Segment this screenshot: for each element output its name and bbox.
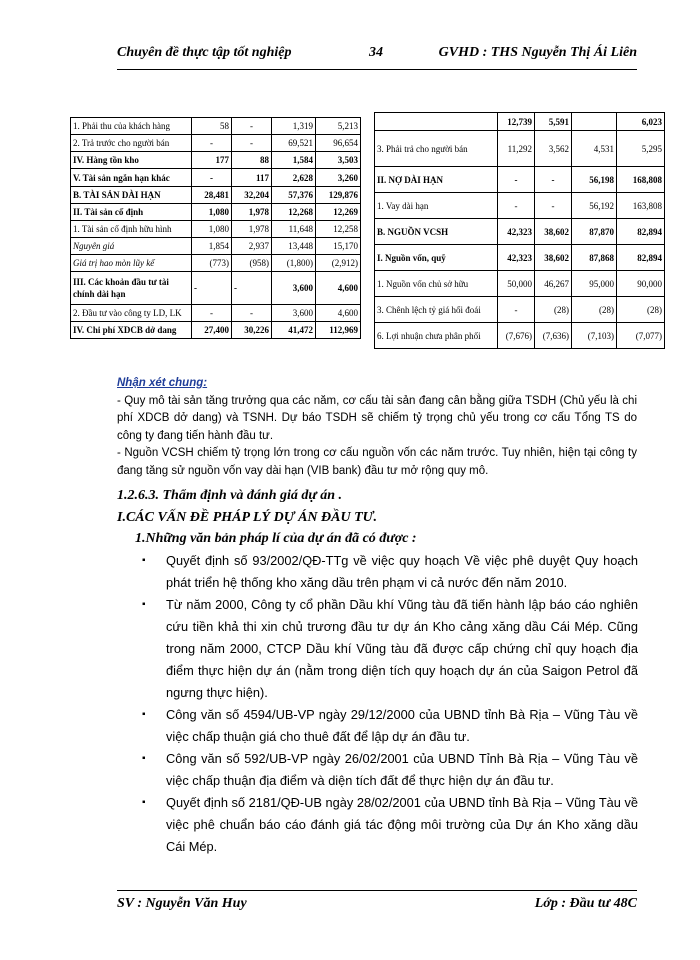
row-value: 5,295	[617, 131, 665, 167]
row-label: Nguyên giá	[71, 238, 192, 255]
row-label: 2. Đầu tư vào công ty LD, LK	[71, 305, 192, 322]
table-row	[375, 113, 665, 131]
row-value: -	[192, 169, 232, 187]
row-value: (7,636)	[535, 323, 572, 349]
row-value: -	[232, 118, 272, 135]
balance-sheet-liabilities-table	[374, 112, 665, 349]
row-label: IV. Hàng tồn kho	[71, 152, 192, 169]
table-row	[71, 169, 361, 187]
header-title: Chuyên đề thực tập tốt nghiệp	[117, 45, 292, 60]
row-value: 1,584	[272, 152, 316, 169]
row-value: (1,800)	[272, 255, 316, 272]
row-value: -	[498, 193, 535, 219]
remarks-title: Nhận xét chung:	[117, 377, 208, 389]
row-value: 87,870	[572, 219, 617, 245]
row-value: 15,170	[316, 238, 361, 255]
row-value: 58	[192, 118, 232, 135]
row-value: 129,876	[316, 187, 361, 204]
row-value: 13,448	[272, 238, 316, 255]
row-label: B. NGUỒN VCSH	[375, 219, 498, 245]
table-row	[375, 193, 665, 219]
page-header	[117, 45, 637, 67]
legal-documents-list	[140, 550, 638, 858]
row-value: (28)	[535, 297, 572, 323]
table-row	[375, 167, 665, 193]
footer-student: SV : Nguyễn Văn Huy	[117, 896, 247, 911]
row-label: 1. Vay dài hạn	[375, 193, 498, 219]
balance-sheet-assets-table	[70, 117, 361, 339]
row-label: 2. Trả trước cho người bán	[71, 135, 192, 152]
row-value: 88	[232, 152, 272, 169]
row-value: 5,213	[316, 118, 361, 135]
row-value: (2,912)	[316, 255, 361, 272]
row-value: 1,978	[232, 204, 272, 221]
list-item	[140, 704, 638, 748]
sub-heading: 1.Những văn bản pháp lí của dự án đã có được :	[135, 531, 417, 546]
row-value: -	[232, 272, 272, 305]
row-value: (7,676)	[498, 323, 535, 349]
row-value: 163,808	[617, 193, 665, 219]
row-value: -	[535, 193, 572, 219]
row-label: 6. Lợi nhuận chưa phân phối	[375, 323, 498, 349]
row-value: 112,969	[316, 322, 361, 339]
general-remarks	[117, 375, 637, 480]
row-value: 3,503	[316, 152, 361, 169]
row-value: 1,978	[232, 221, 272, 238]
row-value: 11,292	[498, 131, 535, 167]
row-label: 1. Phải thu của khách hàng	[71, 118, 192, 135]
table-row	[71, 255, 361, 272]
row-label: II. NỢ DÀI HẠN	[375, 167, 498, 193]
row-label: B. TÀI SẢN DÀI HẠN	[71, 187, 192, 204]
table-row	[375, 323, 665, 349]
row-value: 3,260	[316, 169, 361, 187]
table-row	[375, 271, 665, 297]
section-heading: 1.2.6.3. Thẩm định và đánh giá dự án .	[117, 488, 343, 503]
row-label: 1. Nguồn vốn chủ sở hữu	[375, 271, 498, 297]
row-label: III. Các khoản đầu tư tài chính dài hạn	[71, 272, 192, 305]
row-value: 96,654	[316, 135, 361, 152]
row-value: -	[192, 272, 232, 305]
row-value	[572, 113, 617, 131]
table-row	[375, 245, 665, 271]
bullet-icon: ▪	[142, 797, 146, 808]
row-value: 41,472	[272, 322, 316, 339]
row-label: 3. Phải trả cho người bán	[375, 131, 498, 167]
row-value: 4,600	[316, 305, 361, 322]
row-value: 2,937	[232, 238, 272, 255]
table-row	[71, 322, 361, 339]
row-value: 50,000	[498, 271, 535, 297]
page-footer	[117, 896, 637, 916]
row-value: (7,077)	[617, 323, 665, 349]
remarks-paragraph: - Nguồn VCSH chiếm tỷ trọng lớn trong cơ cấu nguồn vốn các năm trước. Tuy nhiên, hiện tại công ty đang tăng sử nguồn vốn vay dài hạn (VIB bank) đầu tư mở rộng quy mô.	[117, 447, 637, 477]
row-value: 69,521	[272, 135, 316, 152]
header-rule	[117, 69, 637, 70]
row-value: 1,854	[192, 238, 232, 255]
row-value: (28)	[572, 297, 617, 323]
row-value: -	[192, 135, 232, 152]
row-value: (773)	[192, 255, 232, 272]
row-value: 56,192	[572, 193, 617, 219]
bullet-icon: ▪	[142, 753, 146, 764]
row-value: 30,226	[232, 322, 272, 339]
row-value: 56,198	[572, 167, 617, 193]
list-item-text: Công văn số 592/UB-VP ngày 26/02/2001 của UBND Tỉnh Bà Rịa – Vũng Tàu về việc chấp thuận địa điểm và diện tích đất để thực hiện dự án đầu tư.	[166, 751, 638, 788]
list-item-text: Công văn số 4594/UB-VP ngày 29/12/2000 của UBND tỉnh Bà Rịa – Vũng Tàu về việc chấp thuận giá cho thuê đất để lập dự án đầu tư.	[166, 707, 638, 744]
row-value: 95,000	[572, 271, 617, 297]
table-row	[71, 135, 361, 152]
row-value: 4,531	[572, 131, 617, 167]
row-value: 4,600	[316, 272, 361, 305]
list-item	[140, 792, 638, 858]
row-value: 90,000	[617, 271, 665, 297]
list-item	[140, 748, 638, 792]
row-value: -	[498, 167, 535, 193]
table-row	[375, 131, 665, 167]
row-value: -	[232, 305, 272, 322]
table-row	[71, 305, 361, 322]
list-item-text: Từ năm 2000, Công ty cổ phần Dầu khí Vũng tàu đã tiến hành lập báo cáo nghiên cứu tiền khả thi xin chủ trương đầu tư dự án Kho cảng xăng dầu Cái Mép. Cũng trong năm 2000, CTCP Dầu khí Vũng tàu đã được cấp chứng chỉ quy hoạch địa điểm thực hiện dự án (nằm trong diện tích quy hoạch dự án của Saigon Petrol đã ngưng thực hiện).	[166, 597, 638, 700]
row-value: 46,267	[535, 271, 572, 297]
table-row	[375, 297, 665, 323]
row-value: 57,376	[272, 187, 316, 204]
row-value: 1,319	[272, 118, 316, 135]
row-value: (28)	[617, 297, 665, 323]
row-value: -	[498, 297, 535, 323]
row-label: IV. Chi phí XDCB dở dang	[71, 322, 192, 339]
row-value: (958)	[232, 255, 272, 272]
table-row	[71, 272, 361, 305]
row-value: 87,868	[572, 245, 617, 271]
row-label: Giá trị hao mòn lũy kế	[71, 255, 192, 272]
row-value: 2,628	[272, 169, 316, 187]
row-value: 117	[232, 169, 272, 187]
row-value: 82,894	[617, 245, 665, 271]
row-value: (7,103)	[572, 323, 617, 349]
row-value: 42,323	[498, 245, 535, 271]
bullet-icon: ▪	[142, 555, 146, 566]
list-item	[140, 594, 638, 704]
row-value: 3,600	[272, 305, 316, 322]
remarks-paragraph: - Quy mô tài sản tăng trưởng qua các năm, cơ cấu tài sản đang cân bằng giữa TSDH (Chủ yếu là chi phí XDCB dở dang) và TSNH. Dự báo TSDH sẽ chiếm tỷ trọng chủ yếu trong cơ cấu Tổng TS do công ty đang tiến hành đầu tư.	[117, 394, 637, 442]
table-row	[375, 219, 665, 245]
row-value: 177	[192, 152, 232, 169]
table-row	[71, 152, 361, 169]
row-label: II. Tài sản cố định	[71, 204, 192, 221]
row-value: 5,591	[535, 113, 572, 131]
row-value: 27,400	[192, 322, 232, 339]
list-item-text: Quyết định số 2181/QĐ-UB ngày 28/02/2001 của UBND tỉnh Bà Rịa – Vũng Tàu về việc phê chuẩn báo cáo đánh giá tác động môi trường của Dự án Kho xăng dầu Cái Mép.	[166, 795, 638, 854]
row-value: 3,562	[535, 131, 572, 167]
table-row	[71, 118, 361, 135]
row-value: -	[232, 135, 272, 152]
row-label: 3. Chênh lệch tỷ giá hối đoái	[375, 297, 498, 323]
table-row	[71, 204, 361, 221]
row-value: 168,808	[617, 167, 665, 193]
row-value: 3,600	[272, 272, 316, 305]
row-value: 32,204	[232, 187, 272, 204]
list-item	[140, 550, 638, 594]
row-value: 38,602	[535, 245, 572, 271]
row-label: I. Nguồn vốn, quỹ	[375, 245, 498, 271]
header-supervisor: GVHD : THS Nguyễn Thị Ái Liên	[438, 45, 637, 60]
footer-rule	[117, 890, 637, 891]
row-value: -	[192, 305, 232, 322]
row-value: 12,739	[498, 113, 535, 131]
table-row	[71, 221, 361, 238]
row-label: V. Tài sản ngắn hạn khác	[71, 169, 192, 187]
row-label: 1. Tài sản cố định hữu hình	[71, 221, 192, 238]
bullet-icon: ▪	[142, 709, 146, 720]
row-value: 12,268	[272, 204, 316, 221]
row-value: 1,080	[192, 221, 232, 238]
row-value: 11,648	[272, 221, 316, 238]
row-value: 12,269	[316, 204, 361, 221]
footer-class: Lớp : Đầu tư 48C	[534, 896, 637, 911]
row-value: 6,023	[617, 113, 665, 131]
bullet-icon: ▪	[142, 599, 146, 610]
part-heading: I.CÁC VẤN ĐỀ PHÁP LÝ DỰ ÁN ĐẦU TƯ.	[117, 510, 377, 525]
table-row	[71, 238, 361, 255]
row-value: 42,323	[498, 219, 535, 245]
row-value: 82,894	[617, 219, 665, 245]
row-label	[375, 113, 498, 131]
row-value: 1,080	[192, 204, 232, 221]
list-item-text: Quyết định số 93/2002/QĐ-TTg về việc quy hoạch Về việc phê duyệt Quy hoạch phát triển hệ thống kho xăng dầu trên phạm vi cả nước đến năm 2010.	[166, 553, 638, 590]
page-number: 34	[369, 45, 383, 60]
row-value: -	[535, 167, 572, 193]
table-row	[71, 187, 361, 204]
row-value: 28,481	[192, 187, 232, 204]
row-value: 12,258	[316, 221, 361, 238]
row-value: 38,602	[535, 219, 572, 245]
